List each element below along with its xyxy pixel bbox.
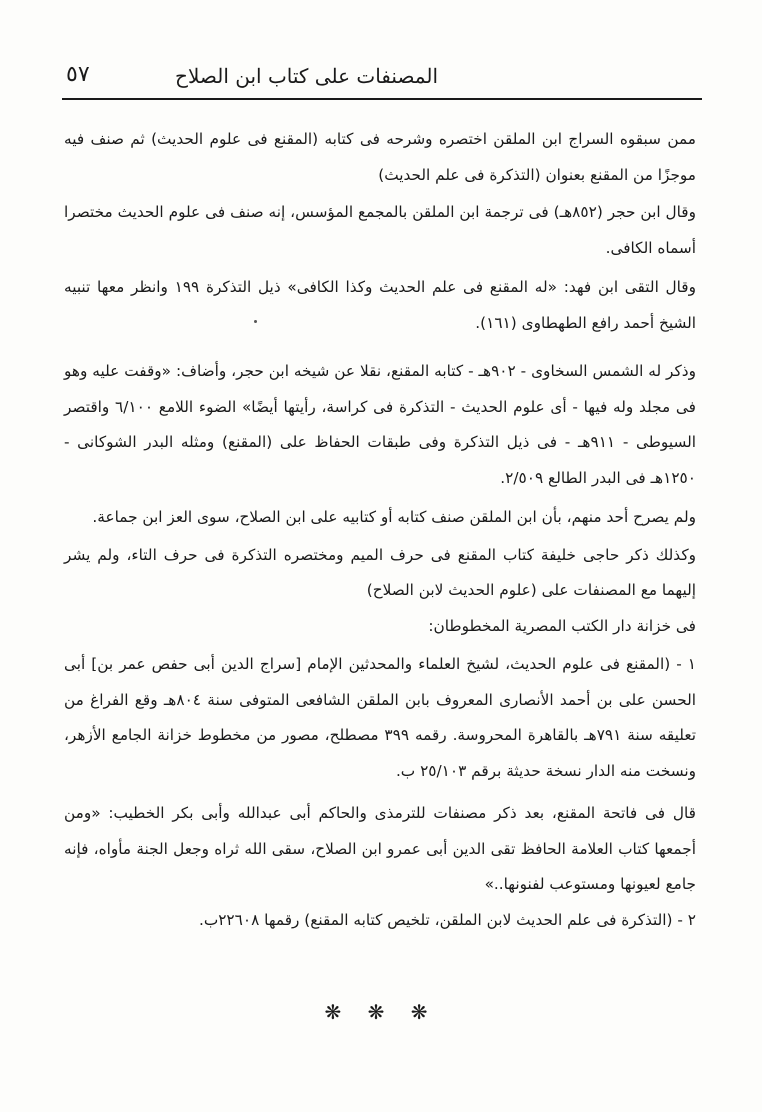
running-header — [62, 58, 700, 98]
section-end-ornament: ❋ ❋ ❋ — [324, 1000, 438, 1024]
paragraph-5: ولم يصرح أحد منهم، بأن ابن الملقن صنف كتابه أو كتابيه على ابن الصلاح، سوى العز ابن جماعة. — [92, 508, 696, 526]
page-number: ٥٧ — [66, 62, 90, 87]
header-rule — [62, 98, 702, 100]
paragraph-6: وكذلك ذكر حاجى خليفة كتاب المقنع فى حرف الميم ومختصره التذكرة فى حرف التاء، ولم يشر إليهما مع المصنفات على (علوم الحديث لابن الصلاح) — [64, 545, 696, 599]
manuscript-entry-1: ١ - (المقنع فى علوم الحديث، لشيخ العلماء والمحدثين الإمام [سراج الدين أبى حفص عمر بن] أبى الحسن على بن أحمد الأنصارى المعروف بابن الملقن الشافعى المتوفى سنة ٨٠٤هـ وقع الفراغ من تعليقه سنة ٧٩١هـ بالقاهرة المحروسة. رقمه ٣٩٩ مصطلح، مصور من مخطوط خزانة الجامع الأزهر، ونسخت منه الدار نسخة حديثة برقم ٢٥/١٠٣ ب. — [64, 655, 696, 780]
paragraph-4: وذكر له الشمس السخاوى - ٩٠٢هـ - كتابه المقنع، نقلا عن شيخه ابن حجر، وأضاف: «وقفت عليه وهو فى مجلد وله فيها - أى علوم الحديث - التذكرة فى كراسة، رأيتها أيضًا» الضوء اللامع ٦/١٠٠ واقتصر السيوطى - ٩١١هـ - فى ذيل التذكرة وفى طبقات الحفاظ على (المقنع) ومثله البدر الشوكانى - ١٢٥٠هـ فى البدر الطالع ٢/٥٠٩. — [64, 362, 696, 487]
paragraph-7: فى خزانة دار الكتب المصرية المخطوطان: — [428, 616, 696, 635]
running-title: المصنفات على كتاب ابن الصلاح — [175, 64, 438, 88]
paragraph-quote: قال فى فاتحة المقنع، بعد ذكر مصنفات للترمذى والحاكم أبى عبدالله وأبى بكر الخطيب: «ومن أجمعها كتاب العلامة الحافظ تقى الدين أبى عمرو ابن الصلاح، سقى الله ثراه وجعل الجنة مأواه، فإنه جامع لعيونها ومستوعب لفنونها..» — [64, 804, 696, 893]
page-body — [64, 122, 696, 938]
print-speck — [254, 320, 257, 323]
manuscript-entry-2: ٢ - (التذكرة فى علم الحديث لابن الملقن، تلخيص كتابه المقنع) رقمها ٢٢٦٠٨ب. — [198, 910, 696, 929]
paragraph-2: وقال ابن حجر (٨٥٢هـ) فى ترجمة ابن الملقن بالمجمع المؤسس، إنه صنف فى علوم الحديث مختصرا أسماه الكافى. — [64, 203, 697, 257]
paragraph-1: ممن سبقوه السراج ابن الملقن اختصره وشرحه فى كتابه (المقنع فى علوم الحديث) ثم صنف فيه موجزًا من المقنع بعنوان (التذكرة فى علم الحديث) — [64, 130, 696, 184]
paragraph-3: وقال التقى ابن فهد: «له المقنع فى علم الحديث وكذا الكافى» ذيل التذكرة ١٩٩ وانظر معها تنبيه الشيخ أحمد رافع الطهطاوى (١٦١). — [64, 278, 697, 332]
